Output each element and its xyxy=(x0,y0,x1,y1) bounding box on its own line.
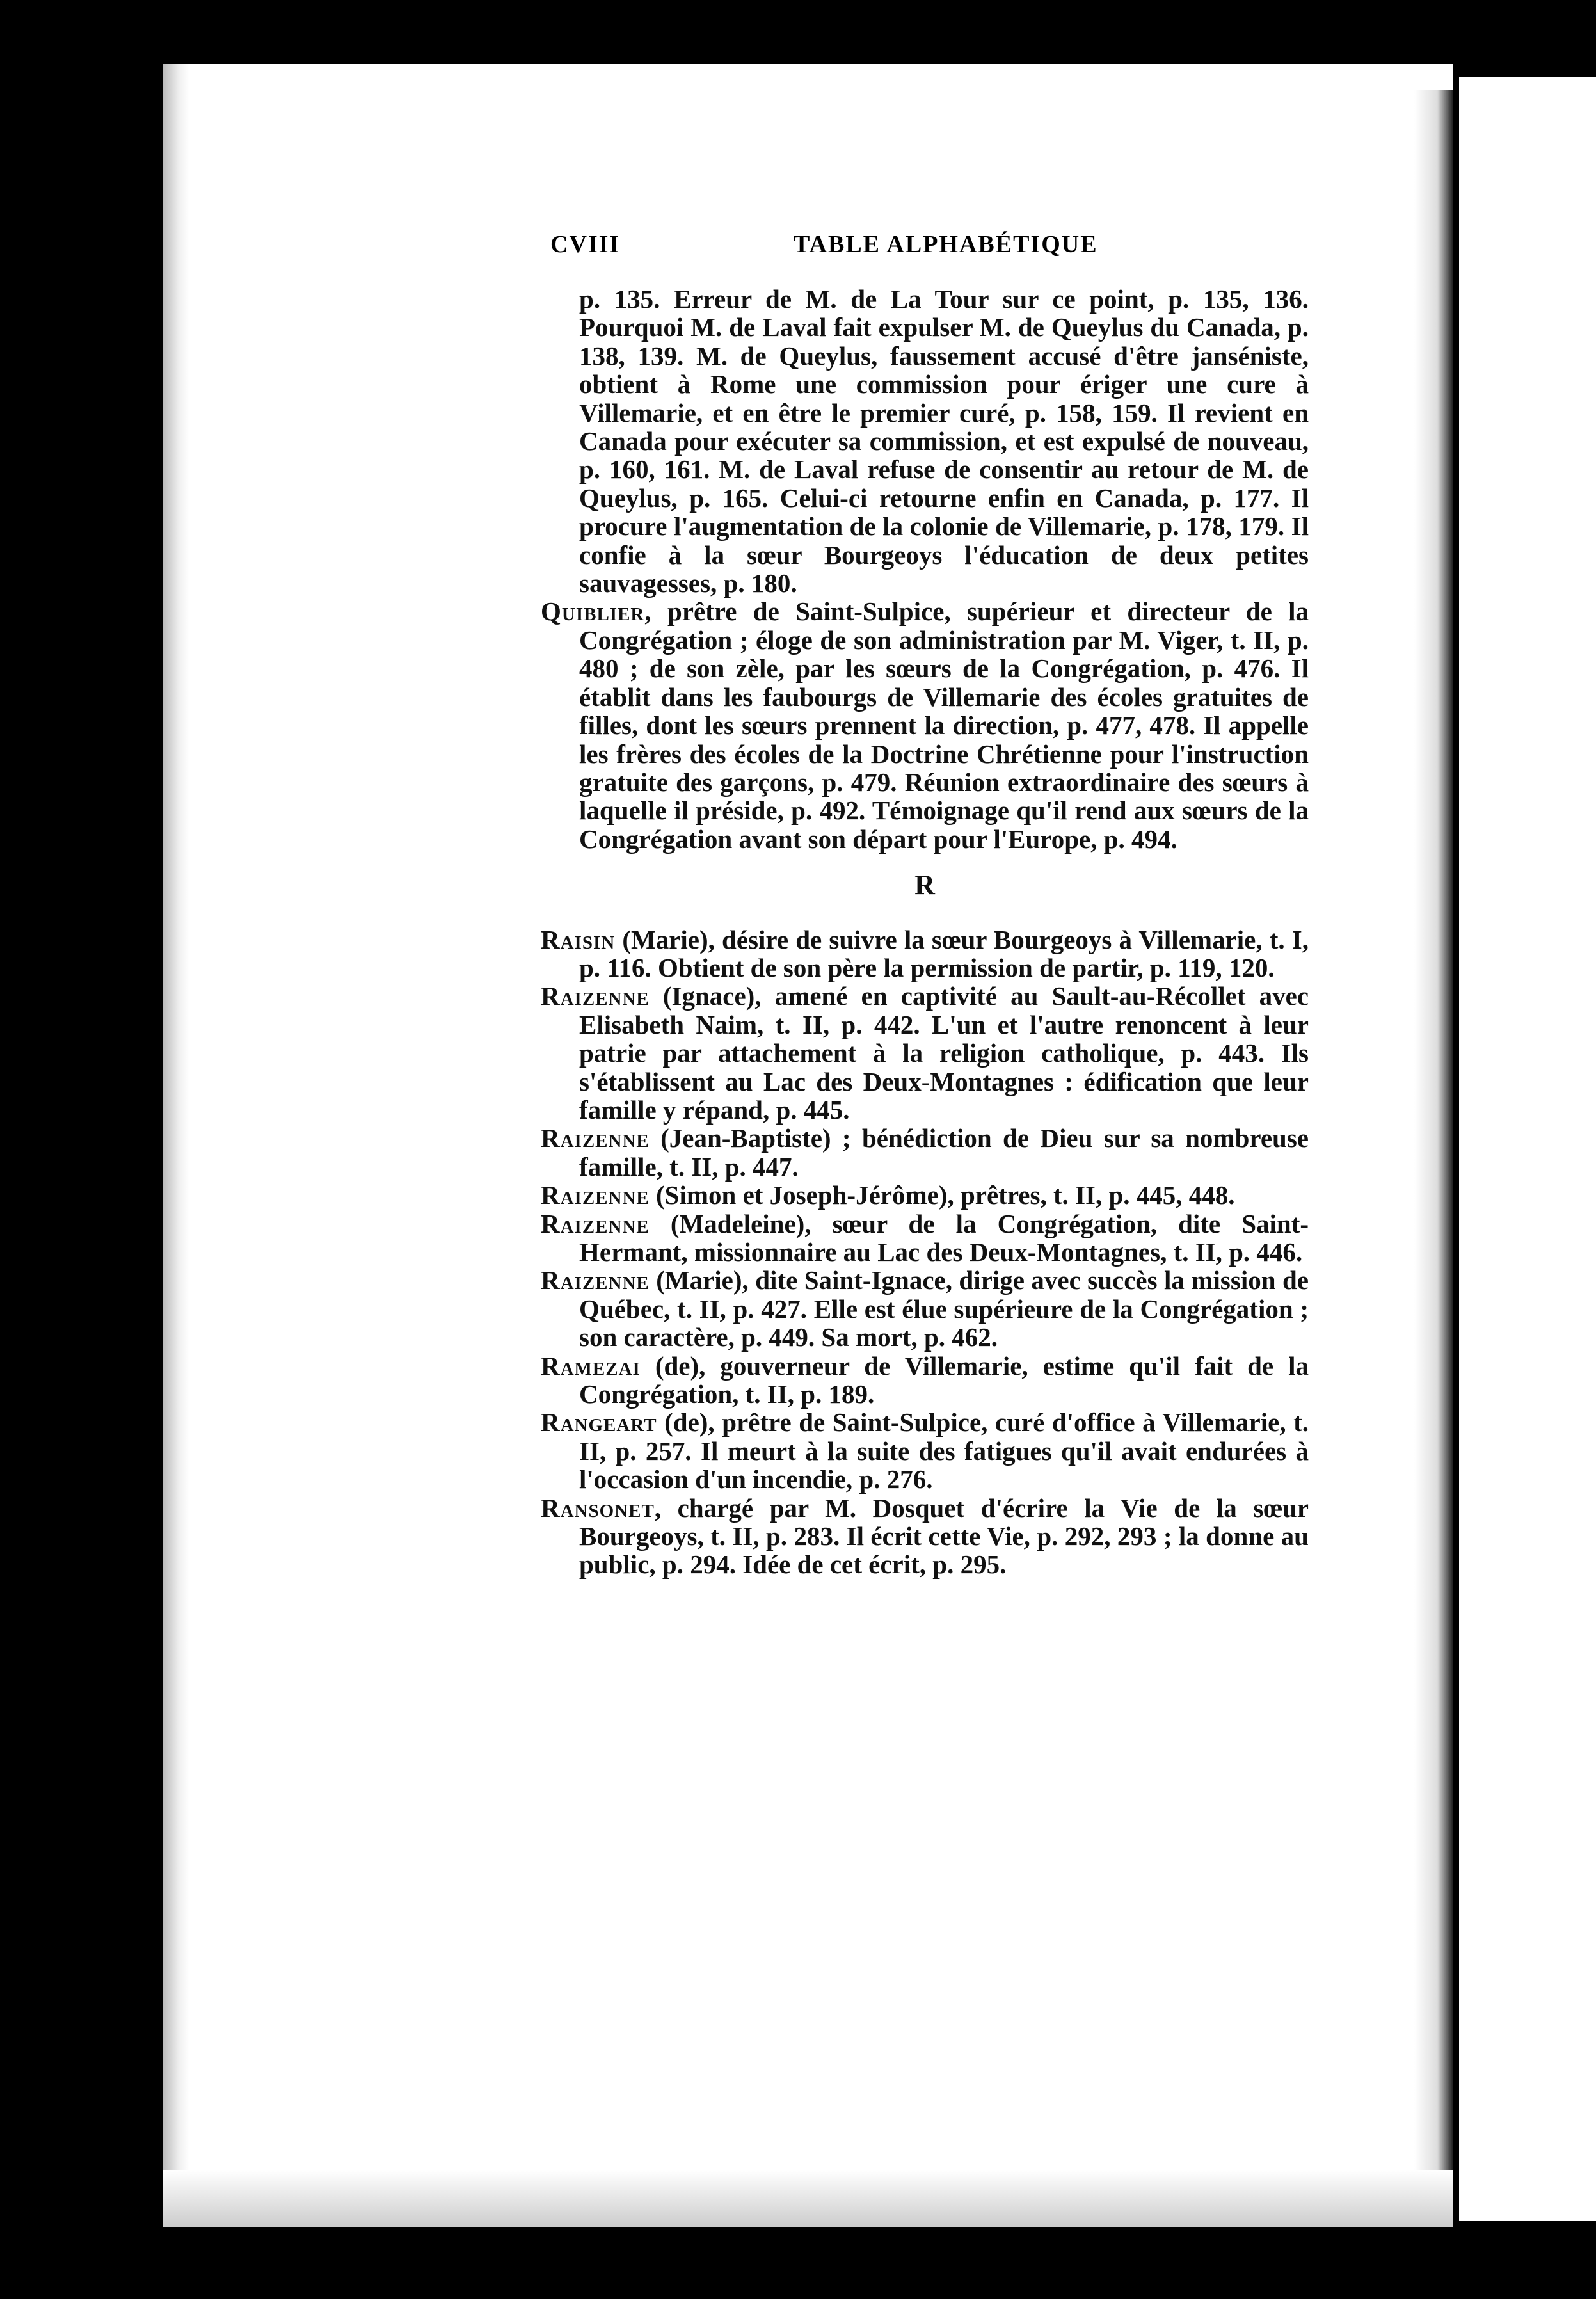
entry-text: , chargé par M. Dosquet d'écrire la Vie de la sœur Bourgeoys, t. II, p. 283. Il écrit cette Vie, p. 292, 293 ; la donne au public, p. 294. Idée de cet écrit, p. 295. xyxy=(579,1493,1309,1580)
entry-text: (Marie), désire de suivre la sœur Bourgeoys à Villemarie, t. I, p. 116. Obtient de son père la permission de partir, p. 119, 120. xyxy=(579,924,1309,982)
page-number: CVIII xyxy=(550,231,621,258)
entry-head: Ramezai xyxy=(541,1350,641,1381)
entry-text: , prêtre de Saint-Sulpice, supérieur et directeur de la Congrégation ; éloge de son administration par M. Viger, t. II, p. 480 ; de son zèle, par les sœurs de la Congrégation, p. 476. Il établit dans les faubourgs de Villemarie des écoles gratuites de filles, dont les sœurs prennent la direction, p. 477, 478. Il appelle les frères des écoles de la Doctrine Chrétienne pour l'instruction gratuite des garçons, p. 479. Réunion extraordinaire des sœurs à laquelle il préside, p. 492. Témoignage qu'il rend aux sœurs de la Congrégation avant son départ pour l'Europe, p. 494. xyxy=(579,597,1309,854)
entry-head: Quiblier xyxy=(541,597,645,627)
page-binding-shadow xyxy=(163,64,189,2227)
index-entry xyxy=(541,1408,1309,1493)
entry-text: (Ignace), amené en captivité au Sault-au-Récollet avec Elisabeth Naim, t. II, p. 442. L'un et l'autre renoncent à leur patrie par attachement à la religion catholique, p. 443. Ils s'établissent au Lac des Deux-Montagnes : édification que leur famille y répand, p. 445. xyxy=(579,981,1309,1125)
facing-page-edge xyxy=(1459,77,1596,2221)
index-text xyxy=(541,285,1309,1579)
index-entry xyxy=(541,1266,1309,1351)
index-entry xyxy=(541,925,1309,982)
entry-head: Raizenne xyxy=(541,1180,650,1210)
entry-head: Ransonet xyxy=(541,1493,655,1523)
index-entry xyxy=(541,982,1309,1124)
index-entry xyxy=(541,1210,1309,1267)
entry-text: (Simon et Joseph-Jérôme), prêtres, t. II, p. 445, 448. xyxy=(649,1180,1235,1210)
entry-head: Raisin xyxy=(541,924,616,954)
entry-text: (de), prêtre de Saint-Sulpice, curé d'office à Villemarie, t. II, p. 257. Il meurt à la suite des fatigues qu'il avait endurées à l'occasion d'un incendie, p. 276. xyxy=(579,1407,1309,1494)
entry-head: Raizenne xyxy=(541,1123,650,1153)
entry-text: (Marie), dite Saint-Ignace, dirige avec succès la mission de Québec, t. II, p. 427. Elle est élue supérieure de la Congrégation ; son caractère, p. 449. Sa mort, p. 462. xyxy=(579,1265,1309,1352)
index-entry xyxy=(541,1181,1309,1209)
section-letter: R xyxy=(914,869,935,901)
page-curl-shadow xyxy=(1414,90,1453,2176)
index-entry xyxy=(541,1494,1309,1579)
index-entry xyxy=(541,1124,1309,1181)
entry-head: Raizenne xyxy=(541,1265,650,1295)
entry-head: Raizenne xyxy=(541,981,650,1011)
continuation-entry: p. 135. Erreur de M. de La Tour sur ce point, p. 135, 136. Pourquoi M. de Laval fait expulser M. de Queylus du Canada, p. 138, 139. M. de Queylus, faussement accusé d'être janséniste, obtient à Rome une commission pour ériger une cure à Villemarie, et en être le premier curé, p. 158, 159. Il revient en Canada pour exécuter sa commission, et est expulsé de nouveau, p. 160, 161. M. de Laval refuse de consentir au retour de M. de Queylus, p. 165. Celui-ci retourne enfin en Canada, p. 177. Il procure l'augmentation de la colonie de Villemarie, p. 178, 179. Il confie à la sœur Bourgeoys l'éducation de deux petites sauvagesses, p. 180. xyxy=(579,284,1309,598)
page-bottom-shadow xyxy=(163,2170,1453,2227)
entry-text: (Madeleine), sœur de la Congrégation, dite Saint-Hermant, missionnaire au Lac des Deux-Montagnes, t. II, p. 446. xyxy=(579,1208,1309,1267)
index-entry xyxy=(541,1352,1309,1409)
entry-head: Raizenne xyxy=(541,1208,650,1238)
entry-text: (de), gouverneur de Villemarie, estime qu'il fait de la Congrégation, t. II, p. 189. xyxy=(579,1350,1309,1409)
entry-text: (Jean-Baptiste) ; bénédiction de Dieu sur sa nombreuse famille, t. II, p. 447. xyxy=(579,1123,1309,1182)
running-title: TABLE ALPHABÉTIQUE xyxy=(794,231,1098,258)
page-header xyxy=(550,230,1299,269)
entry-head: Rangeart xyxy=(541,1407,657,1438)
index-entry xyxy=(541,597,1309,853)
